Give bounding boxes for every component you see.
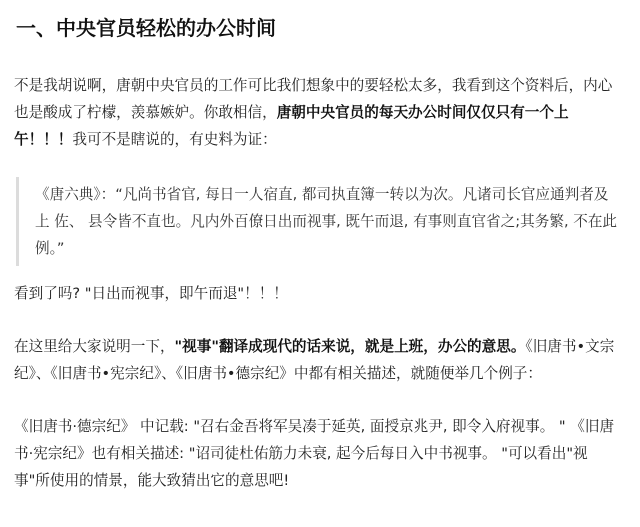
explanation-bold-text: "视事"翻译成现代的话来说，就是上班，办公的意思。 bbox=[174, 338, 526, 355]
paragraph-examples: 《旧唐书·德宗纪》 中记载: "召右金吾将军吴凑于延英, 面授京兆尹, 即令入府视事。 " 《旧唐书·宪宗纪》也有相关描述: "诏司徒杜佑筋力未衰, 起今后每日入中书视事。 "可以看出"视事"所使用的情景，能大致猜出它的意思吧! bbox=[14, 418, 615, 489]
paragraph-remark: 看到了吗? "日出而视事，即午而退"！！！ bbox=[14, 285, 288, 302]
paragraph-intro bbox=[14, 72, 622, 153]
source-quote bbox=[16, 177, 622, 266]
quote-text: 《唐六典》：“凡尚书省官, 每日一人宿直, 都司执直簿一转以为次。凡诸司长官应通判者及上 佐、 县令皆不直也。凡内外百僚日出而视事, 既午而退, 有事则直官省之;其务繁, 不在此例。” bbox=[35, 186, 618, 257]
intro-bold-text: 唐朝中央官员的每天办公时间仅仅只有一个上午！！！ bbox=[14, 104, 569, 148]
intro-text-2: 我可不是瞎说的，有史料为证： bbox=[72, 131, 277, 148]
article-title: 一、中央官员轻松的办公时间 bbox=[16, 16, 276, 40]
explanation-text-2: 《旧唐书•文宗纪》、《旧唐书•宪宗纪》、《旧唐书•德宗纪》中都有相关描述，就随便举几个例子： bbox=[14, 338, 615, 382]
paragraph-explanation bbox=[14, 333, 622, 387]
intro-text-1: 不是我胡说啊，唐朝中央官员的工作可比我们想象中的要轻松太多，我看到这个资料后，内心也是酸成了柠檬，羡慕嫉妒。你敢相信， bbox=[14, 77, 613, 121]
explanation-text-1: 在这里给大家说明一下， bbox=[14, 338, 175, 355]
